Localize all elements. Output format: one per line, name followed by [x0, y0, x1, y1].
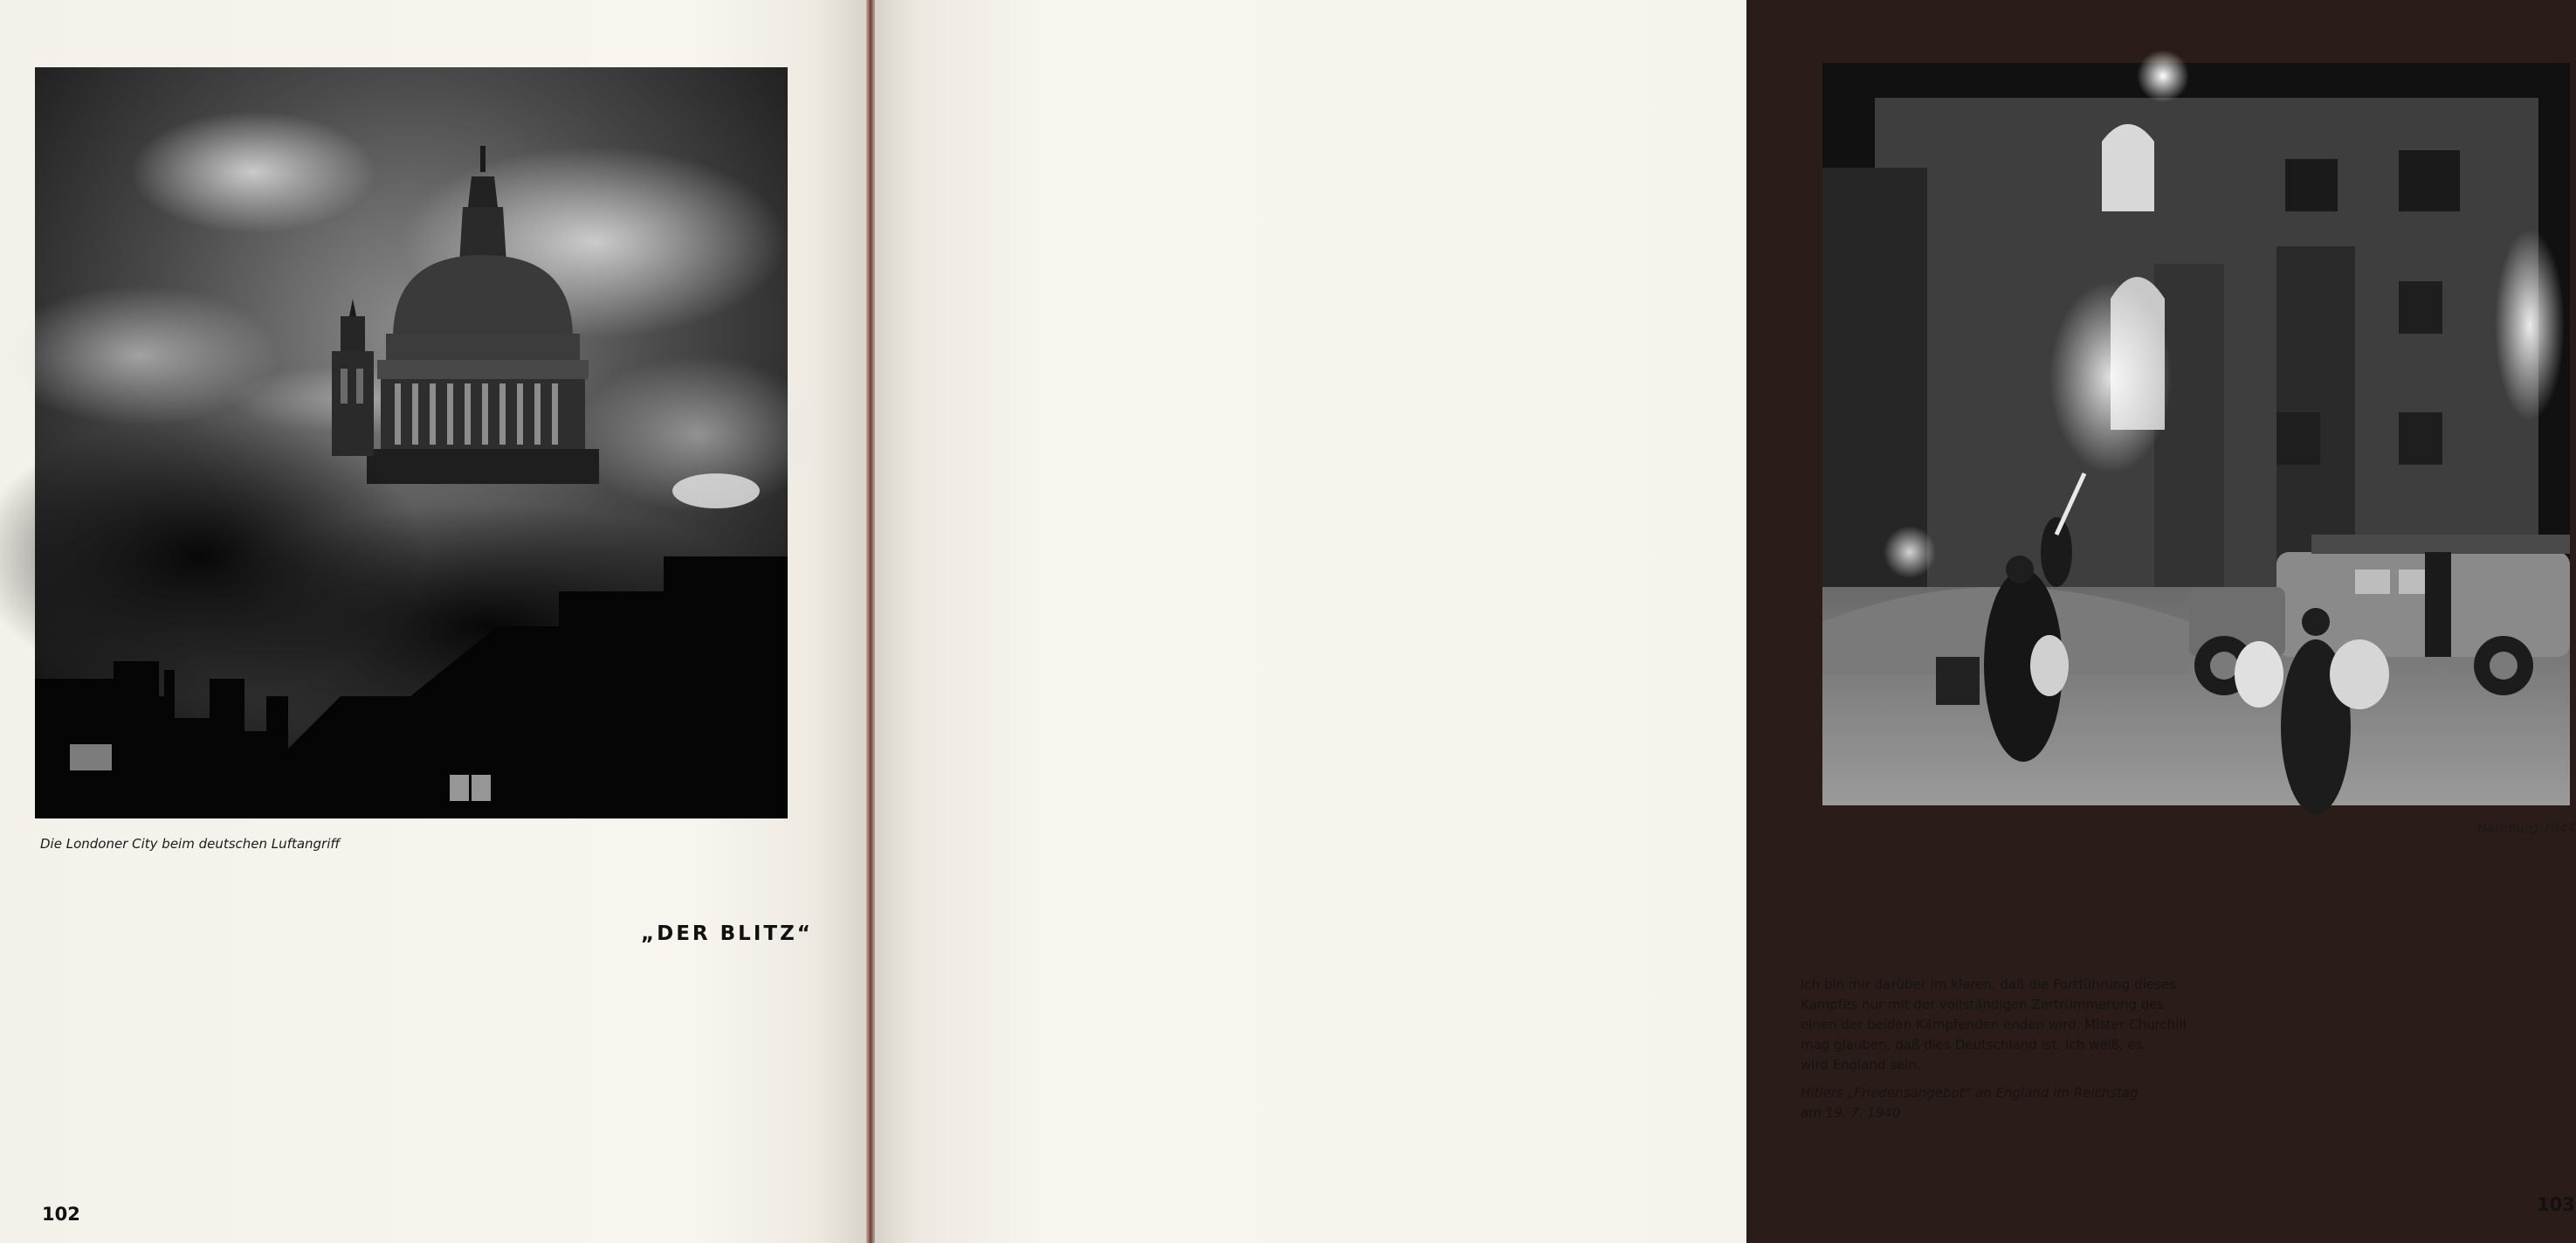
- quote-line: mag glauben, daß dies Deutschland ist. Ich weiß, es: [1801, 1037, 2143, 1053]
- photo-hamburg-ruins: [1822, 63, 2570, 805]
- page-number-left: 102: [42, 1204, 80, 1225]
- attribution-line: am 19. 7. 1940: [1801, 1105, 1901, 1121]
- photo-caption-left: Die Londoner City beim deutschen Luftangriff: [40, 836, 341, 852]
- quote-line: einen der beiden Kämpfenden enden wird. Mister Churchill: [1801, 1017, 2187, 1032]
- quote-attribution: [1801, 1083, 2139, 1123]
- quote-line: Ich bin mir darüber im klaren, daß die Fortführung dieses: [1801, 977, 2176, 992]
- left-page: [0, 0, 866, 1243]
- photo-caption-right: Hamburg 1944: [2477, 820, 2576, 836]
- right-page: [875, 0, 2576, 1243]
- hitler-quote: [1801, 975, 2188, 1075]
- photo-st-pauls-cathedral: [35, 67, 788, 818]
- attribution-line: Hitlers „Friedensangebot“ an England im Reichstag: [1801, 1085, 2139, 1101]
- book-gutter: [866, 0, 875, 1243]
- quote-line: wird England sein.: [1801, 1057, 1921, 1073]
- page-number-right: 103: [2537, 1194, 2575, 1215]
- section-heading: „DER BLITZ“: [641, 922, 813, 945]
- quote-line: Kampfes nur mit der vollständigen Zertrümmerung des: [1801, 997, 2165, 1012]
